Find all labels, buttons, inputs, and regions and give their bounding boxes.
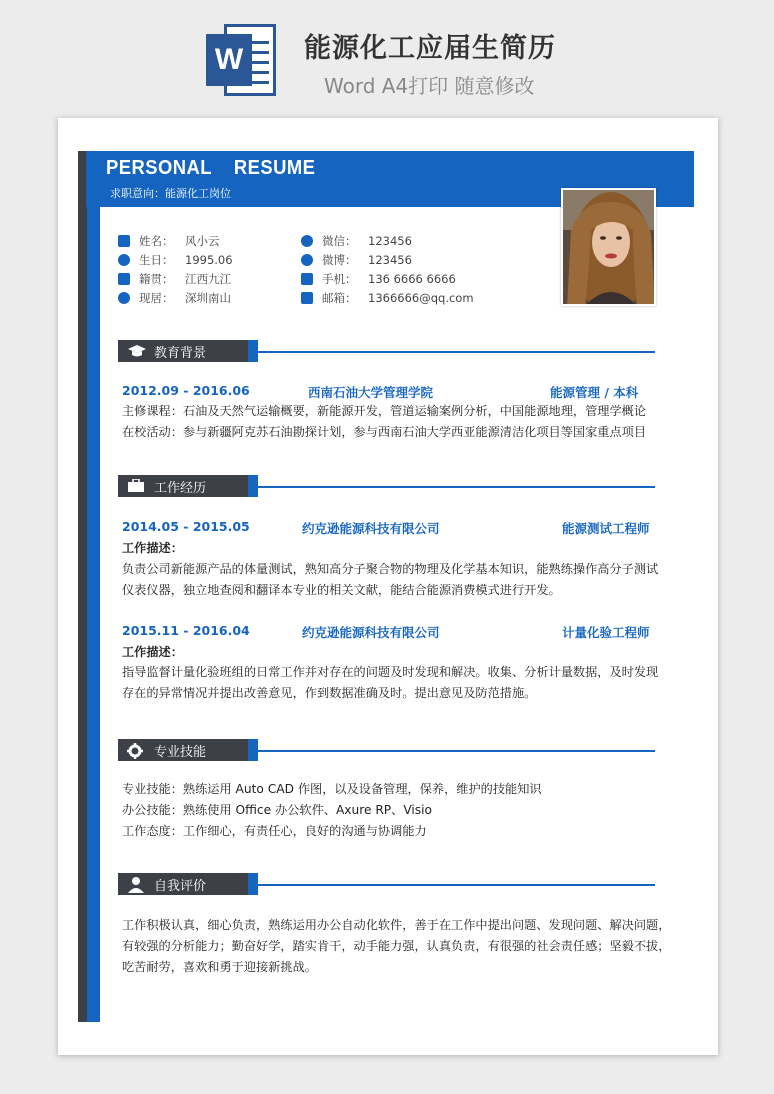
phone-icon [301, 273, 313, 285]
job-2-desc-line-2: 存在的异常情况并提出改善意见，作到数据准确及时。提出意见及防范措施。 [122, 686, 537, 700]
side-bar-blue [87, 207, 100, 1022]
education-courses: 主修课程：石油及天然气运输概要，新能源开发，管道运输案例分析，中国能源地理，管理学概论 [122, 404, 647, 418]
graduation-cap-icon [127, 344, 147, 358]
page-title: 能源化工应届生简历 [304, 33, 556, 64]
skills-line-3: 工作态度：工作细心，有责任心，良好的沟通与协调能力 [122, 824, 427, 838]
self-eval-line-3: 吃苦耐劳，喜欢和勇于迎接新挑战。 [122, 960, 317, 974]
info-birthday: 生日： 1995.06 [118, 251, 233, 269]
info-wechat: 微信： 123456 [301, 232, 412, 250]
resume-header-title: PERSONAL RESUME [106, 157, 316, 179]
briefcase-icon [127, 479, 145, 493]
info-hometown: 籍贯： 江西九江 [118, 270, 231, 288]
weibo-icon [301, 254, 313, 266]
page-subtitle: Word A4打印 随意修改 [324, 74, 535, 98]
job-objective: 求职意向：能源化工岗位 [110, 187, 231, 200]
wechat-icon [301, 235, 313, 247]
self-eval-line-2: 有较强的分析能力；勤奋好学，踏实肯干，动手能力强，认真负责，有很强的社会责任感；坚毅不拔， [122, 939, 671, 953]
resume-page [58, 118, 718, 1055]
section-skills [118, 739, 655, 761]
job-row-2: 2015.11 - 2016.04 约克逊能源科技有限公司 计量化验工程师 [122, 623, 650, 640]
job-2-desc-label: 工作描述： [122, 645, 183, 659]
skills-line-2: 办公技能：熟练使用 Office 办公软件、Axure RP、Visio [122, 803, 432, 817]
cake-icon [118, 254, 130, 266]
info-email: 邮箱： 1366666@qq.com [301, 289, 474, 307]
education-row: 2012.09 - 2016.06 西南石油大学管理学院 能源管理 / 本科 [122, 383, 639, 400]
job-1-desc-line-1: 负责公司新能源产品的体量测试，熟知高分子聚合物的物理及化学基本知识，能熟练操作高分子测试 [122, 562, 659, 576]
info-weibo: 微博： 123456 [301, 251, 412, 269]
info-phone: 手机： 136 6666 6666 [301, 270, 456, 288]
job-1-desc-label: 工作描述： [122, 541, 183, 555]
job-row-1: 2014.05 - 2015.05 约克逊能源科技有限公司 能源测试工程师 [122, 519, 650, 536]
location-icon [118, 292, 130, 304]
home-icon [118, 273, 130, 285]
section-title: 专业技能 [154, 744, 207, 760]
side-bar-gray [78, 207, 87, 1022]
section-work [118, 475, 655, 497]
person-icon [118, 235, 130, 247]
section-title: 工作经历 [154, 480, 207, 496]
education-activities: 在校活动：参与新疆阿克苏石油勘探计划，参与西南石油大学西亚能源清洁化项目等国家重点项目 [122, 425, 647, 439]
section-self-eval [118, 873, 655, 895]
info-name: 姓名： 风小云 [118, 232, 220, 250]
profile-photo [561, 188, 656, 306]
section-title: 自我评价 [154, 878, 207, 894]
section-title: 教育背景 [154, 345, 207, 361]
email-icon [301, 292, 313, 304]
info-residence: 现居： 深圳南山 [118, 289, 231, 307]
job-2-desc-line-1: 指导监督计量化验班组的日常工作并对存在的问题及时发现和解决。收集、分析计量数据，及时发现 [122, 665, 659, 679]
skills-line-1: 专业技能：熟练运用 Auto CAD 作图，以及设备管理，保养，维护的技能知识 [122, 782, 542, 796]
self-eval-line-1: 工作积极认真，细心负责，熟练运用办公自动化软件，善于在工作中提出问题、发现问题、解决问题， [122, 918, 671, 932]
section-education [118, 340, 655, 362]
job-1-desc-line-2: 仪表仪器，独立地查阅和翻译本专业的相关文献，能结合能源消费模式进行开发。 [122, 583, 561, 597]
word-logo-icon: W [206, 24, 276, 96]
user-icon [127, 877, 145, 893]
gear-icon [127, 743, 143, 759]
